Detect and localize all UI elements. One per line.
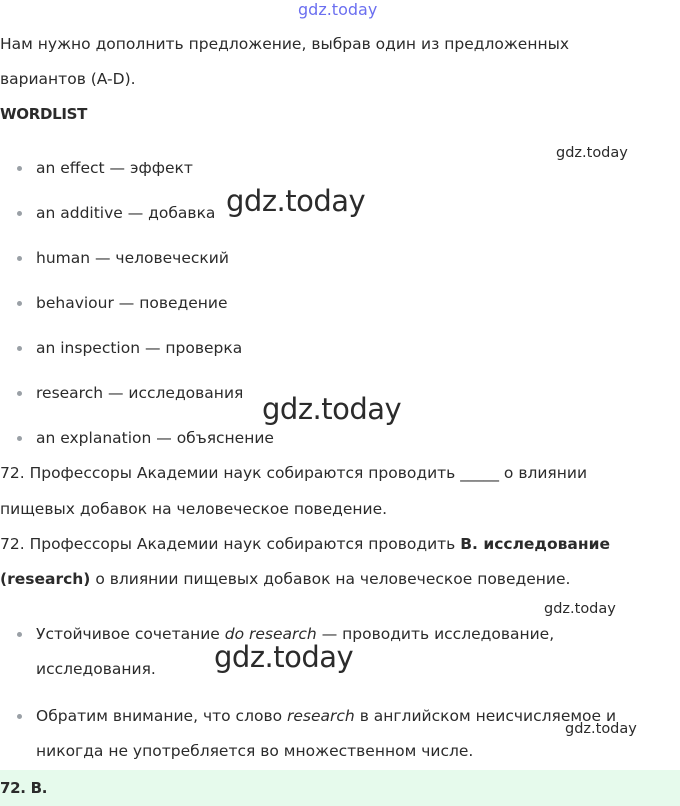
bullet-icon: [17, 346, 22, 351]
question-line-2: пищевых добавок на человеческое поведение.: [0, 500, 388, 518]
solution-line-2: [0, 562, 570, 597]
list-item-text: behaviour — поведение: [36, 294, 228, 312]
list-item-text: human — человеческий: [36, 249, 229, 267]
emphasis: do research: [224, 625, 317, 643]
list-item-text: an additive — добавка: [36, 204, 216, 222]
note-text: Устойчивое сочетание do research — проводить исследование,: [36, 625, 555, 643]
list-item-text: research — исследования: [36, 384, 244, 402]
list-item-text: an explanation — объяснение: [36, 429, 274, 447]
solution-line-1: [0, 527, 610, 562]
answer-text: 72. B.: [0, 779, 48, 797]
watermark-top: gdz.today: [298, 0, 378, 19]
bullet-icon: [17, 211, 22, 216]
solution-answer: B. исследование: [460, 535, 610, 553]
wordlist-heading: WORDLIST: [0, 105, 88, 123]
note-text: Обратим внимание, что слово research в английском неисчисляемое и: [36, 707, 617, 725]
watermark: gdz.today: [544, 601, 616, 617]
watermark: gdz.today: [262, 392, 402, 426]
bullet-icon: [17, 166, 22, 171]
intro-line-2: вариантов (A-D).: [0, 70, 136, 88]
bullet-icon: [17, 391, 22, 396]
question-line-1: 72. Профессоры Академии наук собираются проводить _____ о влиянии: [0, 464, 588, 482]
intro-line-1: Нам нужно дополнить предложение, выбрав один из предложенных: [0, 35, 570, 53]
solution-text: о влиянии пищевых добавок на человеческое поведение.: [90, 570, 571, 588]
bullet-icon: [17, 714, 22, 719]
watermark: gdz.today: [226, 184, 366, 218]
solution-answer-english: (research): [0, 570, 91, 588]
answer-box: [0, 770, 680, 806]
bullet-icon: [17, 256, 22, 261]
watermark: gdz.today: [214, 640, 354, 674]
bullet-icon: [17, 301, 22, 306]
list-item-text: an inspection — проверка: [36, 339, 243, 357]
emphasis: research: [287, 707, 355, 725]
note-text: никогда не употребляется во множественном числе.: [36, 742, 474, 760]
bullet-icon: [17, 632, 22, 637]
list-item-text: an effect — эффект: [36, 159, 193, 177]
solution-text: 72. Профессоры Академии наук собираются проводить: [0, 535, 461, 553]
bullet-icon: [17, 436, 22, 441]
watermark: gdz.today: [556, 145, 628, 161]
watermark: gdz.today: [565, 721, 637, 737]
note-text: исследования.: [36, 660, 156, 678]
